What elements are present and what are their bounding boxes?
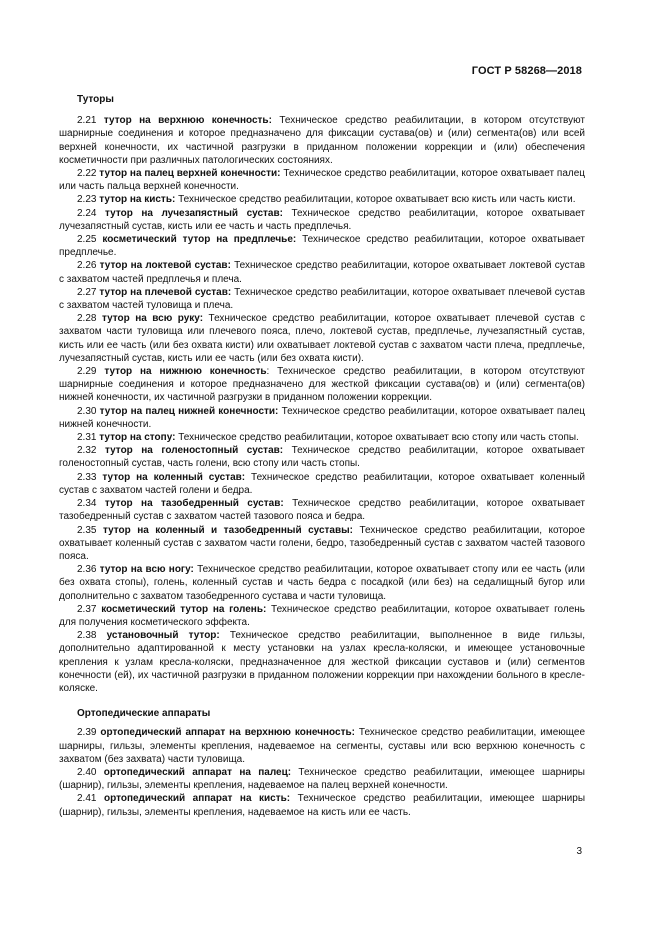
definition-entry xyxy=(59,312,585,365)
entry-number: 2.29 xyxy=(77,366,97,378)
definition-entry xyxy=(59,365,585,405)
entry-definition: : Техническое средство реабилитации, в котором отсутствуют шарнирные соединения и которое предназначено для жесткой фиксации сустава(ов) и (или) сегмента(ов) нижней конечности, их частичной разгрузки в приданном положении коррекции. xyxy=(59,366,586,404)
definition-entry xyxy=(59,629,585,695)
entry-term: ортопедический аппарат на палец: xyxy=(103,766,292,778)
entry-definition: Техническое средство реабилитации, имеющее шарниры (шарнир), гильзы, элементы крепления, надеваемое на кисть или ее часть. xyxy=(59,793,586,818)
entry-number: 2.28 xyxy=(77,313,97,325)
section-entries-tutors xyxy=(59,114,585,695)
definition-entry xyxy=(59,259,585,285)
entry-definition: Техническое средство реабилитации, выполненное в виде гильзы, дополнительно адаптированной к месту установки на узлах кресла-коляски, и имеющее установочные крепления к узлам кресла-коляски, предназначенное для жесткой фиксации суставов и (или) сегментов конечности (ей), их частичной разгрузки в приданном положении коррекции при нахождении больного в кресле-коляске. xyxy=(59,630,585,694)
entry-number: 2.33 xyxy=(77,471,97,483)
entry-term: тутор на палец верхней конечности: xyxy=(99,168,281,180)
definition-entry xyxy=(59,405,585,431)
entry-number: 2.35 xyxy=(77,524,97,536)
entry-term: тутор на всю ногу: xyxy=(99,564,194,576)
entry-number: 2.22 xyxy=(77,168,97,180)
entry-term: ортопедический аппарат на кисть: xyxy=(103,793,291,805)
entry-number: 2.27 xyxy=(77,286,97,298)
entry-definition: Техническое средство реабилитации, которое охватывает коленный сустав с захватом части голени, бедро, тазобедренный сустав с захватом частей тазового пояса. xyxy=(59,524,586,562)
entry-term: тутор на лучезапястный сустав: xyxy=(105,207,283,219)
entry-term: тутор на нижнюю конечность xyxy=(104,366,267,378)
entry-definition: Техническое средство реабилитации, имеющее шарниры (шарнир), гильзы, элементы крепления, надеваемое на палец верхней конечности. xyxy=(59,766,585,792)
entry-number: 2.32 xyxy=(77,445,97,457)
entry-term: тутор на плечевой сустав: xyxy=(99,286,232,298)
definition-entry xyxy=(59,524,585,564)
entry-definition: Техническое средство реабилитации, которое охватывает тазобедренный сустав с захватом частей тазового пояса и бедра. xyxy=(59,498,586,523)
entry-number: 2.41 xyxy=(77,793,97,805)
definition-entry xyxy=(59,603,585,629)
definition-entry xyxy=(59,233,585,259)
entry-number: 2.24 xyxy=(77,207,97,219)
entry-definition: Техническое средство реабилитации, которое охватывает всю стопу или часть стопы. xyxy=(178,432,579,444)
definition-entry xyxy=(59,286,585,312)
entry-definition: Техническое средство реабилитации, которое охватывает стопу или ее часть (или без охвата стопы), голень, коленный сустав и часть бедра с посадкой (или без) на седалищный бугор или дополнительно с захватом тазобедренного сустава и части туловища. xyxy=(59,564,586,602)
entry-number: 2.38 xyxy=(77,630,97,642)
entry-term: тутор на голеностопный сустав: xyxy=(104,445,284,457)
entry-number: 2.23 xyxy=(77,194,97,206)
entry-term: тутор на верхнюю конечность: xyxy=(103,115,272,127)
entry-term: тутор на кисть: xyxy=(99,194,176,206)
entry-term: косметический тутор на голень: xyxy=(101,603,267,615)
entry-number: 2.31 xyxy=(77,432,97,444)
entry-definition: Техническое средство реабилитации, имеющее шарниры, гильзы, элементы крепления, надеваемое на сегменты, суставы или всю верхнюю конечность с захватом (без захвата) части туловища. xyxy=(59,727,586,765)
section-entries-orthopedic-devices xyxy=(59,726,585,818)
entry-number: 2.37 xyxy=(77,603,97,615)
entry-term: тутор на коленный сустав: xyxy=(102,471,246,483)
entry-definition: Техническое средство реабилитации, которое охватывает голень для получения косметического эффекта. xyxy=(59,603,585,628)
entry-definition: Техническое средство реабилитации, которое охватывает предплечье. xyxy=(59,234,586,259)
entry-term: тутор на палец нижней конечности: xyxy=(99,405,279,417)
definition-entry xyxy=(59,497,585,523)
definition-entry xyxy=(59,444,585,470)
entry-definition: Техническое средство реабилитации, которое охватывает плечевой сустав с захватом частей туловища и плеча. xyxy=(59,286,586,312)
definition-entry xyxy=(59,792,585,818)
entry-term: тутор на тазобедренный сустав: xyxy=(104,498,284,510)
definition-entry xyxy=(59,431,585,444)
entry-definition: Техническое средство реабилитации, которое охватывает коленный сустав с захватом частей голени и бедра. xyxy=(59,471,586,496)
definition-entry xyxy=(59,167,585,193)
entry-definition: Техническое средство реабилитации, которое охватывает голеностопный сустав, часть голени, всю стопу или часть стопы. xyxy=(59,445,586,470)
entry-number: 2.26 xyxy=(77,260,97,272)
entry-number: 2.21 xyxy=(77,115,97,127)
entry-term: косметический тутор на предплечье: xyxy=(102,234,297,246)
entry-definition: Техническое средство реабилитации, которое охватывает лучезапястный сустав, кисть или ее часть и часть предплечья. xyxy=(59,207,586,232)
definition-entry xyxy=(59,766,585,792)
entry-term: установочный тутор: xyxy=(106,630,220,642)
definition-entry xyxy=(59,563,585,603)
entry-number: 2.25 xyxy=(77,234,97,246)
entry-term: тутор на локтевой сустав: xyxy=(99,260,231,272)
definition-entry xyxy=(59,193,585,206)
document-body xyxy=(59,93,585,819)
entry-number: 2.30 xyxy=(77,405,97,417)
entry-definition: Техническое средство реабилитации, которое охватывает всю кисть или часть кисти. xyxy=(178,194,576,206)
definition-entry xyxy=(59,207,585,233)
entry-definition: Техническое средство реабилитации, которое охватывает палец нижней конечности. xyxy=(59,405,585,430)
entry-definition: Техническое средство реабилитации, которое охватывает плечевой сустав с захватом части туловища или плечевого пояса, плечо, локтевой сустав, предплечье, лучезапястный сустав, кисть или ее часть (или без охвата кисти) или охватывает локтевой сустав с захватом части плеча, предплечье, лучезапястный сустав, кисть или ее часть (или без охвата кисти). xyxy=(59,313,586,364)
definition-entry xyxy=(59,114,585,167)
entry-term: ортопедический аппарат на верхнюю конечность: xyxy=(100,727,355,739)
entry-definition: Техническое средство реабилитации, в котором отсутствуют шарнирные соединения и которое предназначено для фиксации сустава(ов) и (или) сегмента(ов) или всей верхней конечности, их частичной разгрузки в приданном положении коррекции и (или) обеспечения косметичности при различных патологических состояниях. xyxy=(59,115,585,166)
entry-number: 2.34 xyxy=(77,498,97,510)
entry-term: тутор на стопу: xyxy=(99,432,176,444)
entry-definition: Техническое средство реабилитации, которое охватывает локтевой сустав с захватом частей предплечья и плеча. xyxy=(59,260,586,285)
entry-number: 2.40 xyxy=(77,766,97,778)
entry-term: тутор на всю руку: xyxy=(101,313,204,325)
definition-entry xyxy=(59,471,585,497)
section-title-orthopedic-devices: Ортопедические аппараты xyxy=(77,708,211,720)
entry-term: тутор на коленный и тазобедренный суставы: xyxy=(102,524,353,536)
section-title-tutors: Туторы xyxy=(77,94,114,105)
standard-code-header: ГОСТ Р 58268—2018 xyxy=(471,65,582,77)
entry-number: 2.39 xyxy=(77,727,97,739)
page-number: 3 xyxy=(576,846,582,857)
definition-entry xyxy=(59,726,585,766)
entry-number: 2.36 xyxy=(77,564,97,576)
entry-definition: Техническое средство реабилитации, которое охватывает палец или часть пальца верхней конечности. xyxy=(59,168,586,193)
